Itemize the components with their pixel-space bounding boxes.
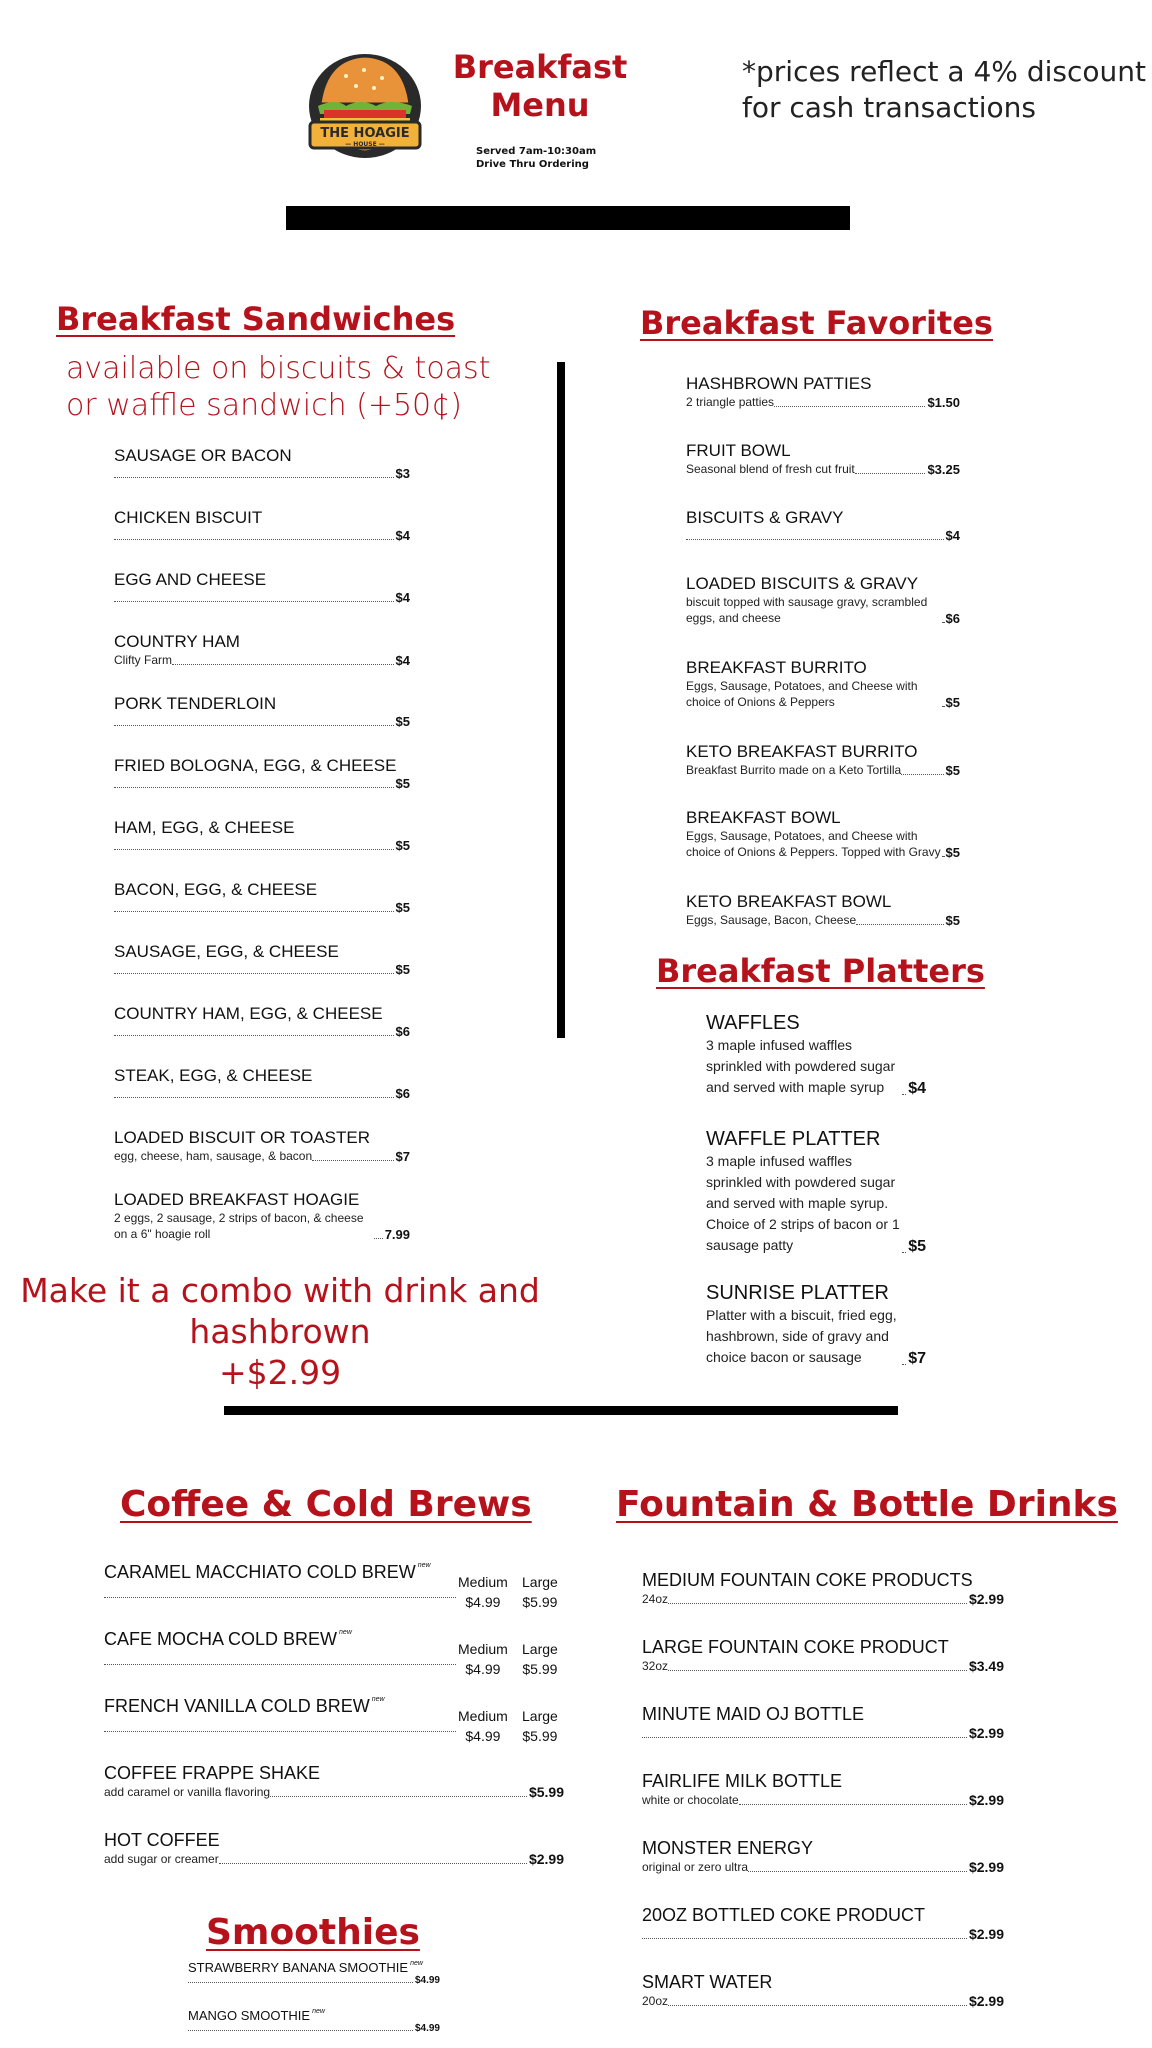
item-price-row (114, 652, 410, 668)
item-price-row (114, 900, 410, 915)
item-price: $2.99 (968, 1792, 1004, 1808)
item-name: HAM, EGG, & CHEESE (114, 818, 295, 837)
item-name: LOADED BISCUITS & GRAVY (686, 574, 919, 593)
item-price-row (114, 528, 410, 543)
item-description: 3 maple infused waffles sprinkled with powdered sugar and served with maple syrup (706, 1037, 896, 1095)
menu-item[interactable] (706, 1012, 926, 1098)
medium-price-column: Medium $4.99 (458, 1574, 508, 1610)
item-price: $3.49 (968, 1658, 1004, 1674)
medium-price-column: Medium $4.99 (458, 1708, 508, 1744)
dotted-leader (774, 405, 925, 407)
middle-divider (224, 1406, 898, 1415)
menu-item[interactable] (114, 756, 410, 791)
dotted-leader (114, 538, 394, 540)
menu-item[interactable] (686, 658, 960, 710)
dotted-leader (104, 1596, 456, 1598)
item-name: CARAMEL MACCHIATO COLD BREW $^{new}$ (104, 1562, 431, 1582)
item-description: Platter with a biscuit, fried egg, hashbrown, side of gravy and choice bacon or sausage (706, 1307, 897, 1365)
item-name: LARGE FOUNTAIN COKE PRODUCT (642, 1637, 949, 1657)
item-description: Clifty Farm (114, 653, 172, 667)
item-name: STEAK, EGG, & CHEESE (114, 1066, 313, 1085)
item-price: $4 (395, 590, 410, 605)
item-price: $7 (395, 1149, 410, 1164)
dotted-leader (312, 1159, 393, 1161)
item-price-row (706, 1151, 926, 1256)
new-tag: new (410, 1960, 423, 1967)
smoothie-item[interactable] (188, 2008, 440, 2034)
item-name: BREAKFAST BOWL (686, 808, 841, 827)
favorites-title: Breakfast Favorites (640, 304, 993, 342)
menu-item[interactable] (104, 1830, 564, 1867)
item-price: $5 (945, 695, 960, 710)
item-price-row (686, 594, 960, 626)
item-description: 20oz (642, 1994, 669, 2008)
item-price: $3.25 (927, 462, 960, 477)
item-name: MONSTER ENERGY (642, 1838, 814, 1858)
item-name: CAFE MOCHA COLD BREW $^{new}$ (104, 1629, 352, 1649)
item-price-row (114, 590, 410, 605)
item-name: HASHBROWN PATTIES (686, 374, 872, 393)
smoothie-item[interactable] (188, 1960, 440, 1986)
item-description: 2 triangle patties (686, 395, 775, 409)
menu-item[interactable] (686, 508, 960, 543)
item-price: $1.50 (927, 395, 960, 410)
menu-item[interactable] (114, 818, 410, 853)
combo-offer (20, 1270, 540, 1393)
item-price-row (642, 1993, 1004, 2009)
smoothies-title: Smoothies (206, 1912, 420, 1953)
item-name: EGG AND CHEESE (114, 570, 267, 589)
item-price: $7 (908, 1350, 926, 1367)
menu-item[interactable] (104, 1763, 564, 1800)
dotted-leader (114, 476, 394, 478)
large-price-column: Large $5.99 (522, 1708, 558, 1744)
dotted-leader (104, 1730, 456, 1732)
dotted-leader (902, 1093, 906, 1095)
item-name: SAUSAGE OR BACON (114, 446, 292, 465)
svg-text:THE HOAGIE: THE HOAGIE (320, 126, 410, 141)
item-price: $5 (395, 962, 410, 977)
menu-item[interactable] (114, 1128, 410, 1164)
item-description: 3 maple infused waffles sprinkled with powdered sugar and served with maple syrup. Choice of 2 strips of bacon or 1 sausage patty (706, 1153, 900, 1253)
item-price-row (104, 1784, 564, 1800)
item-description: Breakfast Burrito made on a Keto Tortilla (686, 763, 902, 777)
item-price-row (642, 1792, 1004, 1808)
new-tag: new (417, 1562, 431, 1569)
item-price: $2.99 (968, 1591, 1004, 1607)
item-description: Eggs, Sausage, Potatoes, and Cheese with choice of Onions & Peppers (686, 679, 918, 709)
item-price: $3 (395, 466, 410, 481)
dotted-leader (114, 1034, 394, 1036)
item-price: $5 (395, 776, 410, 791)
item-price: $4 (395, 528, 410, 543)
item-name: WAFFLE PLATTER (706, 1128, 881, 1150)
dotted-leader (856, 923, 943, 925)
discount-line1: *prices reflect a 4% discount (742, 55, 1146, 88)
menu-item[interactable] (642, 1570, 1004, 1607)
dotted-leader (942, 621, 944, 623)
item-description: white or chocolate (642, 1793, 739, 1807)
dotted-leader (114, 724, 394, 726)
item-price: $5 (908, 1238, 926, 1255)
item-description: 2 eggs, 2 sausage, 2 strips of bacon, & cheese on a 6" hoagie roll (114, 1211, 364, 1241)
item-name: SAUSAGE, EGG, & CHEESE (114, 942, 339, 961)
item-name: FRENCH VANILLA COLD BREW $^{new}$ (104, 1696, 385, 1716)
combo-line3: +$2.99 (218, 1353, 342, 1392)
item-description: Eggs, Sausage, Potatoes, and Cheese with choice of Onions & Peppers. Topped with Gravy (686, 829, 941, 859)
discount-line2: for cash transactions (742, 91, 1036, 124)
new-tag: new (312, 2008, 325, 2015)
menu-item[interactable] (114, 880, 410, 915)
dotted-leader (188, 2029, 413, 2031)
item-price-row (686, 394, 960, 410)
menu-item[interactable] (114, 508, 410, 543)
coffee-item[interactable] (104, 1562, 564, 1610)
item-price-row (114, 1024, 410, 1039)
item-price: $5 (395, 838, 410, 853)
svg-text:— HOUSE —: — HOUSE — (345, 141, 385, 148)
served-hours: Served 7am-10:30am (476, 146, 597, 157)
item-name: MEDIUM FOUNTAIN COKE PRODUCTS (642, 1570, 973, 1590)
menu-item[interactable] (114, 1190, 410, 1242)
menu-item[interactable] (642, 1637, 1004, 1674)
menu-item[interactable] (114, 942, 410, 977)
dotted-leader (901, 773, 943, 775)
menu-item[interactable] (706, 1282, 926, 1368)
item-price-row (642, 1658, 1004, 1674)
item-name: WAFFLES (706, 1012, 800, 1034)
menu-item[interactable] (686, 441, 960, 477)
menu-item[interactable] (686, 374, 960, 410)
dotted-leader (902, 1363, 906, 1365)
drinks-title: Fountain & Bottle Drinks (616, 1484, 1118, 1525)
item-price: $5 (945, 913, 960, 928)
item-price-row (114, 776, 410, 791)
item-price-row (188, 1975, 440, 1986)
dotted-leader (855, 472, 926, 474)
menu-item[interactable] (114, 1004, 410, 1039)
dotted-leader (374, 1237, 383, 1239)
menu-item[interactable] (706, 1128, 926, 1256)
item-description: 32oz (642, 1659, 669, 1673)
item-name: MINUTE MAID OJ BOTTLE (642, 1704, 865, 1724)
item-name: LOADED BREAKFAST HOAGIE (114, 1190, 360, 1209)
dotted-leader (739, 1803, 967, 1805)
large-price-column: Large $5.99 (522, 1641, 558, 1677)
dotted-leader (219, 1862, 527, 1864)
item-price: $5 (395, 714, 410, 729)
dotted-leader (270, 1795, 527, 1797)
item-price-row (114, 1148, 410, 1164)
item-description: Seasonal blend of fresh cut fruit (686, 462, 855, 476)
dotted-leader (642, 1937, 967, 1939)
menu-item[interactable] (114, 570, 410, 605)
item-name: SMART WATER (642, 1972, 773, 1992)
dotted-leader (668, 2004, 967, 2006)
dotted-leader (942, 705, 944, 707)
menu-item[interactable] (642, 1838, 1004, 1875)
item-price: $5.99 (528, 1784, 564, 1800)
item-description: Eggs, Sausage, Bacon, Cheese (686, 913, 857, 927)
item-price-row (686, 678, 960, 710)
hours-info (476, 145, 596, 171)
item-name: 20OZ BOTTLED COKE PRODUCT (642, 1905, 926, 1925)
dotted-leader (114, 848, 394, 850)
coffee-item[interactable] (104, 1629, 564, 1677)
item-price: $5 (945, 845, 960, 860)
item-description: egg, cheese, ham, sausage, & bacon (114, 1149, 313, 1163)
item-description: 24oz (642, 1592, 669, 1606)
sandwiches-title: Breakfast Sandwiches (56, 300, 456, 338)
hoagie-logo-icon (306, 48, 424, 160)
item-name: BACON, EGG, & CHEESE (114, 880, 318, 899)
dotted-leader (942, 855, 944, 857)
item-price: $2.99 (968, 1859, 1004, 1875)
large-price-column: Large $5.99 (522, 1574, 558, 1610)
new-tag: new (339, 1629, 352, 1636)
item-price-row (114, 714, 410, 729)
item-price: $4.99 (414, 2023, 440, 2034)
menu-item[interactable] (642, 1771, 1004, 1808)
sandwiches-subtitle (66, 350, 490, 424)
item-name: FRIED BOLOGNA, EGG, & CHEESE (114, 756, 397, 775)
header-divider (286, 206, 850, 230)
item-name: STRAWBERRY BANANA SMOOTHIE $^{new}$ (188, 1960, 423, 1975)
coffee-item[interactable] (104, 1696, 564, 1744)
item-price-row (706, 1305, 926, 1368)
dotted-leader (686, 538, 944, 540)
vertical-divider (557, 362, 565, 1038)
item-price-row (642, 1591, 1004, 1607)
menu-item[interactable] (114, 694, 410, 729)
item-price-row (686, 461, 960, 477)
item-price-row (642, 1859, 1004, 1875)
item-price: $6 (945, 611, 960, 626)
item-name: COUNTRY HAM (114, 632, 240, 651)
dotted-leader (188, 1981, 413, 1983)
item-price-row (686, 912, 960, 928)
platters-title: Breakfast Platters (656, 952, 985, 990)
item-name: FRUIT BOWL (686, 441, 791, 460)
item-name: LOADED BISCUIT OR TOASTER (114, 1128, 371, 1147)
menu-item[interactable] (686, 742, 960, 778)
item-name: FAIRLIFE MILK BOTTLE (642, 1771, 843, 1791)
combo-line2: hashbrown (189, 1312, 371, 1351)
item-price-row (114, 1210, 410, 1242)
item-price-row (686, 762, 960, 778)
item-price-row (642, 1926, 1004, 1942)
item-name: SUNRISE PLATTER (706, 1282, 889, 1304)
sandwiches-subtitle-line2: or waffle sandwich (+50¢) (66, 388, 462, 423)
menu-item[interactable] (686, 892, 960, 928)
menu-item[interactable] (686, 574, 960, 626)
menu-item[interactable] (642, 1704, 1004, 1741)
item-price: $2.99 (968, 1725, 1004, 1741)
item-price: 7.99 (384, 1227, 410, 1242)
item-price: $5 (945, 763, 960, 778)
combo-line1: Make it a combo with drink and (20, 1271, 540, 1310)
item-price: $6 (395, 1086, 410, 1101)
item-name: COFFEE FRAPPE SHAKE (104, 1763, 321, 1783)
item-price: $4 (945, 528, 960, 543)
item-name: BISCUITS & GRAVY (686, 508, 844, 527)
item-price: $2.99 (968, 1926, 1004, 1942)
dotted-leader (668, 1602, 967, 1604)
item-name: HOT COFFEE (104, 1830, 220, 1850)
item-price: $4 (908, 1080, 926, 1097)
dotted-leader (104, 1663, 456, 1665)
logo (306, 48, 424, 160)
medium-price-column: Medium $4.99 (458, 1641, 508, 1677)
item-price: $5 (395, 900, 410, 915)
menu-title-line2: Menu (490, 86, 590, 124)
item-price: $4 (395, 653, 410, 668)
dotted-leader (748, 1870, 967, 1872)
item-name: KETO BREAKFAST BURRITO (686, 742, 918, 761)
item-price-row (686, 828, 960, 860)
item-name: CHICKEN BISCUIT (114, 508, 263, 527)
dotted-leader (114, 600, 394, 602)
dotted-leader (114, 786, 394, 788)
item-description: add caramel or vanilla flavoring (104, 1785, 271, 1799)
dotted-leader (172, 663, 394, 665)
menu-item[interactable] (114, 632, 410, 668)
item-price: $6 (395, 1024, 410, 1039)
menu-item[interactable] (642, 1972, 1004, 2009)
item-price: $2.99 (968, 1993, 1004, 2009)
item-price-row (114, 962, 410, 977)
item-name: COUNTRY HAM, EGG, & CHEESE (114, 1004, 383, 1023)
item-name: MANGO SMOOTHIE $^{new}$ (188, 2008, 325, 2023)
drive-thru-text: Drive Thru Ordering (476, 159, 589, 170)
menu-title-line1: Breakfast (452, 48, 628, 86)
sandwiches-subtitle-line1: available on biscuits & toast (66, 351, 491, 386)
item-price-row (706, 1035, 926, 1098)
item-price-row (642, 1725, 1004, 1741)
item-price: $2.99 (528, 1851, 564, 1867)
new-tag: new (371, 1696, 385, 1703)
item-price-row (104, 1851, 564, 1867)
discount-note (742, 54, 1146, 126)
dotted-leader (668, 1669, 967, 1671)
menu-item[interactable] (642, 1905, 1004, 1942)
dotted-leader (902, 1251, 906, 1253)
menu-item[interactable] (114, 1066, 410, 1101)
menu-title (440, 48, 640, 124)
item-name: BREAKFAST BURRITO (686, 658, 867, 677)
menu-item[interactable] (686, 808, 960, 860)
item-name: KETO BREAKFAST BOWL (686, 892, 892, 911)
dotted-leader (114, 972, 394, 974)
item-price-row (114, 1086, 410, 1101)
dotted-leader (642, 1736, 967, 1738)
item-name: PORK TENDERLOIN (114, 694, 277, 713)
coffee-title: Coffee & Cold Brews (120, 1484, 532, 1525)
item-description: add sugar or creamer (104, 1852, 219, 1866)
item-description: biscuit topped with sausage gravy, scrambled eggs, and cheese (686, 595, 928, 625)
item-price-row (114, 466, 410, 481)
dotted-leader (114, 910, 394, 912)
item-price: $4.99 (414, 1975, 440, 1986)
item-description: original or zero ultra (642, 1860, 749, 1874)
item-price-row (686, 528, 960, 543)
item-price-row (188, 2023, 440, 2034)
dotted-leader (114, 1096, 394, 1098)
item-price-row (114, 838, 410, 853)
menu-item[interactable] (114, 446, 410, 481)
